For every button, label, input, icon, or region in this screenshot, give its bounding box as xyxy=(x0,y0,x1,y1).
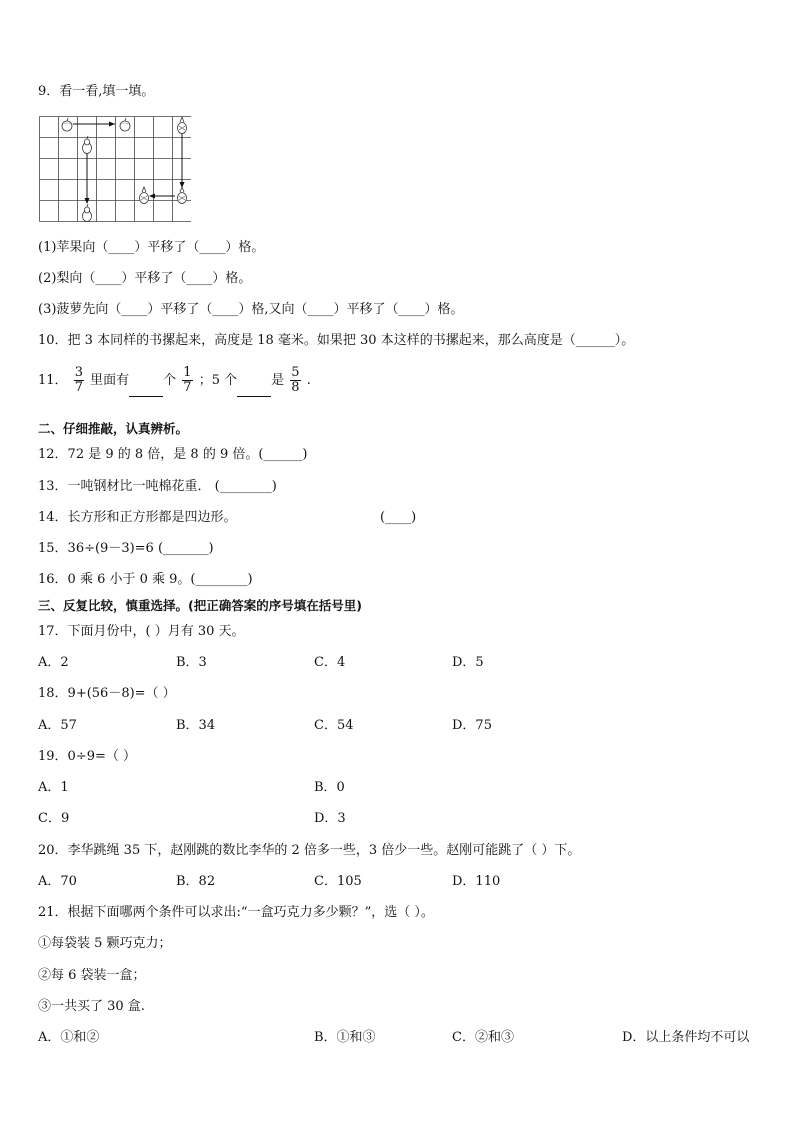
pineapple-arrow-head-left xyxy=(149,194,155,199)
question-19-option-d[interactable]: D．3 xyxy=(314,811,346,826)
question-12: 12．72 是 9 的 8 倍，是 8 的 9 倍。(______) xyxy=(38,447,308,462)
section-3-heading: 三、反复比较，慎重选择。(把正确答案的序号填在括号里) xyxy=(38,598,362,613)
question-21-option-d[interactable]: D．以上条件均不可以 xyxy=(622,1030,750,1045)
question-21-option-a[interactable]: A．①和② xyxy=(38,1030,100,1045)
question-11-text-5: . xyxy=(306,373,311,388)
fraction-5-8: $\frac{5}{8}$ xyxy=(291,365,300,395)
section-2-heading: 二、仔细推敲，认真辨析。 xyxy=(38,421,189,436)
question-17-option-d[interactable]: D．5 xyxy=(452,655,484,670)
question-14: 14．长方形和正方形都是四边形。 xyxy=(38,510,237,525)
question-11-text-1: 里面有 xyxy=(90,373,130,388)
apple-arrow-head xyxy=(109,122,115,127)
pear-icon-end xyxy=(83,204,92,222)
question-21-stem: 21．根据下面哪两个条件可以求出:“一盒巧克力多少颗？”，选（ ）。 xyxy=(38,905,434,920)
question-9-sub-3: (3)菠萝先向（____）平移了（____）格,又向（____）平移了（____）格。 xyxy=(38,302,464,317)
fraction-1-7: $\frac{1}{7}$ xyxy=(183,365,192,395)
translation-grid-figure xyxy=(39,116,191,224)
fraction-3-7: $\frac{3}{7}$ xyxy=(74,365,83,395)
question-20-stem: 20．李华跳绳 35 下，赵刚跳的数比李华的 2 倍多一些，3 倍少一些。赵刚可能跳了（ ）下。 xyxy=(38,843,581,858)
pear-icon-start xyxy=(83,136,92,154)
question-21-condition-2: ②每 6 袋装一盒； xyxy=(38,968,146,983)
question-11-number: 11． xyxy=(38,373,68,388)
pineapple-icon-middle xyxy=(178,187,187,204)
question-11 xyxy=(38,366,311,397)
answer-blank[interactable] xyxy=(237,366,271,397)
pineapple-icon-start xyxy=(178,117,187,134)
question-18-option-c[interactable]: C．54 xyxy=(314,718,354,733)
question-18-option-b[interactable]: B．34 xyxy=(176,718,216,733)
question-21-condition-1: ①每袋装 5 颗巧克力； xyxy=(38,936,172,951)
question-19-option-b[interactable]: B．0 xyxy=(314,780,345,795)
question-20-option-d[interactable]: D．110 xyxy=(452,874,501,889)
question-17-option-a[interactable]: A．2 xyxy=(38,655,69,670)
question-9-sub-2: (2)梨向（____）平移了（____）格。 xyxy=(38,271,252,286)
question-15: 15．36÷(9－3)=6 (_______) xyxy=(38,541,214,556)
question-17-option-c[interactable]: C．4 xyxy=(314,655,346,670)
question-21-condition-3: ③一共买了 30 盒. xyxy=(38,999,145,1014)
question-17-stem: 17．下面月份中，( ）月有 30 天。 xyxy=(38,624,245,639)
question-9-sub-1: (1)苹果向（____）平移了（____）格。 xyxy=(38,240,265,255)
question-19-option-a[interactable]: A．1 xyxy=(38,780,69,795)
question-18-option-d[interactable]: D．75 xyxy=(452,718,492,733)
question-18-option-a[interactable]: A．57 xyxy=(38,718,77,733)
apple-icon-start xyxy=(62,118,72,131)
question-21-option-c[interactable]: C．②和③ xyxy=(452,1030,514,1045)
question-19-stem: 19．0÷9=（ ） xyxy=(38,749,137,764)
question-11-text-2: 个 xyxy=(163,373,177,388)
question-11-text-3: ；5 个 xyxy=(198,373,238,388)
pineapple-icon-end xyxy=(140,187,149,204)
question-13: 13．一吨钢材比一吨棉花重． (________) xyxy=(38,479,277,494)
question-10: 10．把 3 本同样的书摞起来，高度是 18 毫米。如果把 30 本这样的书摞起来，那么高度是（______）。 xyxy=(38,333,635,348)
question-20-option-b[interactable]: B．82 xyxy=(176,874,216,889)
question-18-stem: 18．9+(56－8)=（ ） xyxy=(38,686,176,701)
question-19-option-c[interactable]: C．9 xyxy=(38,811,70,826)
question-20-option-a[interactable]: A．70 xyxy=(38,874,77,889)
question-21-option-b[interactable]: B．①和③ xyxy=(314,1030,376,1045)
question-17-option-b[interactable]: B．3 xyxy=(176,655,207,670)
pear-arrow-head xyxy=(85,198,90,204)
question-11-text-4: 是 xyxy=(271,373,285,388)
apple-icon-end xyxy=(120,118,130,131)
answer-blank[interactable] xyxy=(129,366,163,397)
question-16: 16．0 乘 6 小于 0 乘 9。(________) xyxy=(38,572,253,587)
question-14-blank: (____) xyxy=(380,510,417,525)
question-20-option-c[interactable]: C．105 xyxy=(314,874,362,889)
question-9-stem: 9．看一看,填一填。 xyxy=(38,84,155,99)
